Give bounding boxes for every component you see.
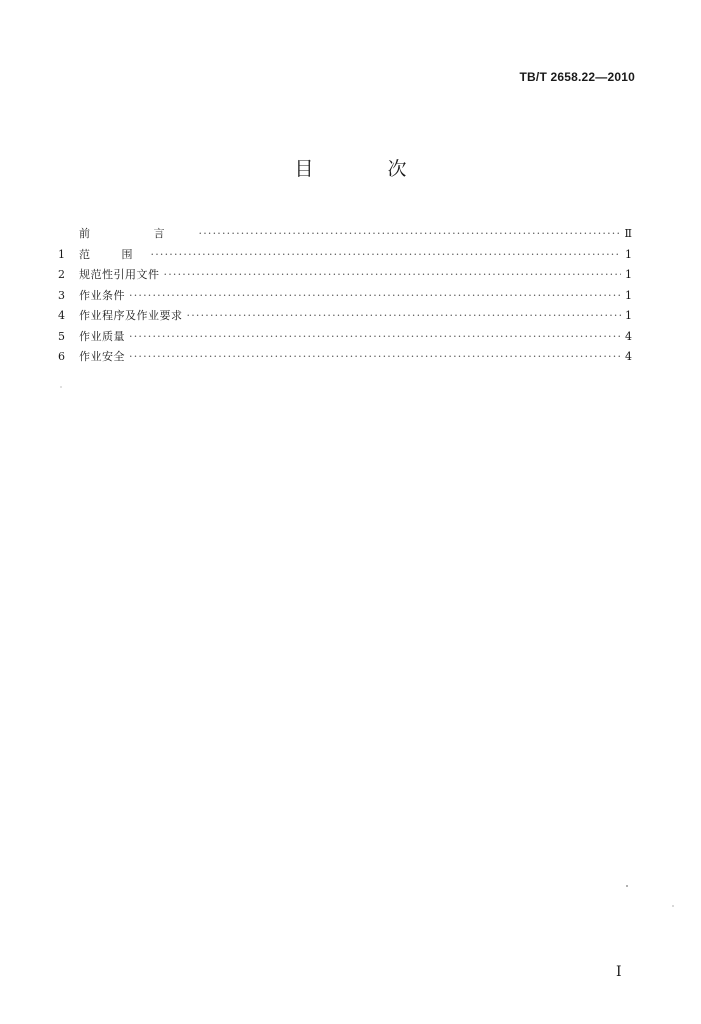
toc-entry-number: 5	[58, 329, 65, 343]
toc-entry-number: 1	[58, 247, 65, 261]
standard-code: TB/T 2658.22—2010	[519, 70, 635, 84]
toc-dot-leader	[164, 265, 622, 286]
toc-entry-number: 6	[58, 350, 65, 363]
toc-entry-label: 作业安全	[79, 350, 125, 363]
toc-dot-leader	[199, 224, 622, 245]
toc-dot-leader	[187, 306, 622, 327]
scan-speck	[626, 885, 628, 887]
toc-entry-label: 范 围	[79, 247, 147, 261]
toc-entry-work-conditions[interactable]	[58, 286, 632, 307]
table-of-contents	[58, 224, 632, 368]
toc-entry-foreword[interactable]	[58, 224, 632, 245]
toc-dot-leader	[151, 245, 622, 266]
toc-entry-page: Ⅱ	[624, 227, 632, 240]
toc-entry-label: 作业质量	[79, 329, 125, 343]
toc-entry-scope[interactable]	[58, 245, 632, 266]
toc-dot-leader	[129, 327, 621, 348]
toc-entry-label: 前 言	[79, 227, 195, 240]
toc-entry-page: 1	[625, 288, 632, 302]
toc-entry-normative-references[interactable]	[58, 265, 632, 286]
toc-entry-page: 1	[625, 309, 632, 322]
toc-entry-number: 2	[58, 268, 65, 281]
toc-entry-work-safety[interactable]	[58, 347, 632, 368]
toc-entry-label: 作业程序及作业要求	[79, 309, 183, 322]
page-title: 目 次	[294, 158, 441, 180]
toc-entry-page: 1	[625, 268, 632, 281]
page-number: I	[616, 964, 622, 980]
scan-speck	[60, 386, 62, 388]
toc-entry-number: 4	[58, 309, 65, 322]
scan-speck	[672, 905, 674, 907]
toc-entry-number: 3	[58, 288, 65, 302]
toc-entry-work-quality[interactable]	[58, 327, 632, 348]
toc-entry-page: 1	[625, 247, 632, 261]
toc-entry-label: 规范性引用文件	[79, 268, 160, 281]
toc-entry-label: 作业条件	[79, 288, 125, 302]
toc-dot-leader	[129, 347, 621, 368]
toc-entry-page: 4	[625, 350, 632, 363]
toc-entry-page: 4	[625, 329, 632, 343]
toc-dot-leader	[129, 286, 621, 307]
toc-entry-work-procedure[interactable]	[58, 306, 632, 327]
